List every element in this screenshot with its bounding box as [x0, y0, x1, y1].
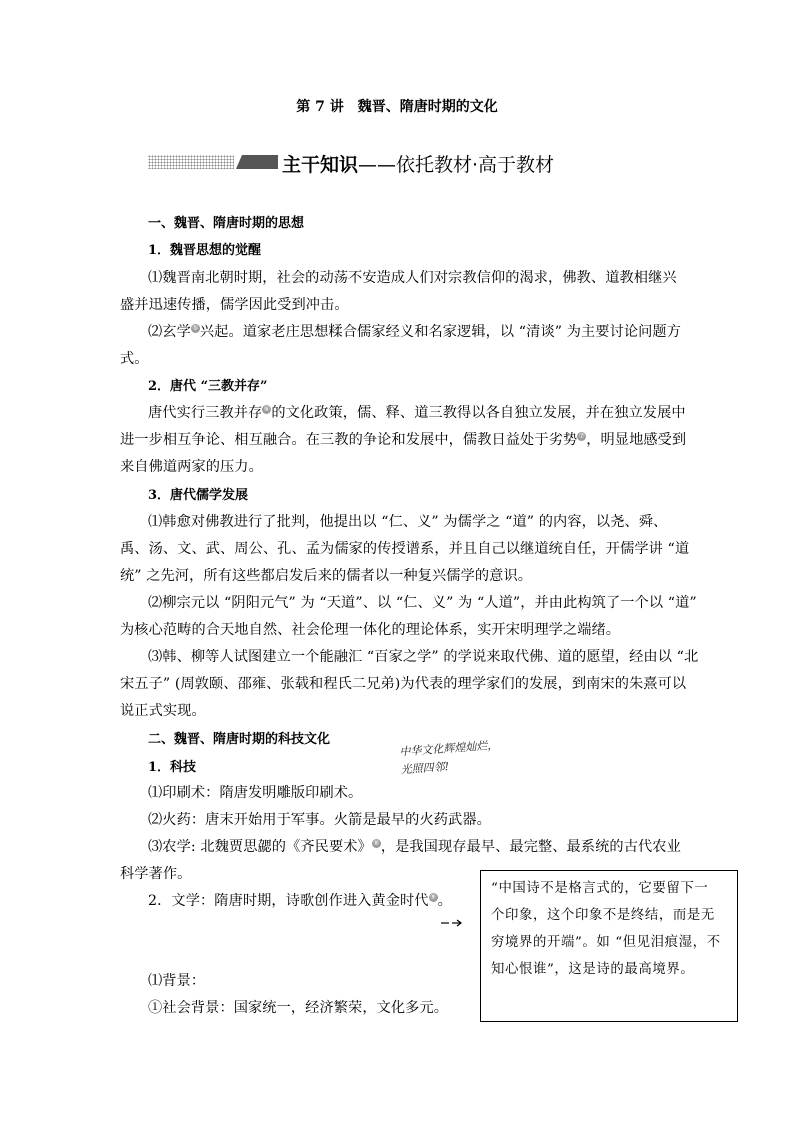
poetry-callout-box [480, 870, 738, 1022]
sub3-p3-line2: 宋五子” (周敦颐、邵雍、张载和程氏二兄弟)为代表的理学家们的发展，到南宋的朱熹可以 [120, 676, 687, 692]
section2-heading: 二、魏晋、隋唐时期的科技文化 [148, 732, 331, 747]
footnote-mark: ⑥ [263, 405, 270, 414]
sub3-p2-line1: ⑵柳宗元以 “阴阳元气” 为 “天道”、以 “仁、义” 为 “人道”，并由此构筑了一个以 “道” [148, 595, 697, 611]
callout-line: 穷境界的开端”。如 “但见泪痕湿，不 [491, 935, 721, 950]
text: ⑵玄学 [148, 324, 191, 340]
footnote-mark: ⑤ [192, 324, 199, 333]
sub1-p1-line2: 盛并迅速传播，儒学因此受到冲击。 [120, 297, 349, 313]
tech-p1: ⑴印刷术：隋唐发明雕版印刷术。 [148, 785, 363, 801]
sub1-p1-line1: ⑴魏晋南北朝时期，社会的动荡不安造成人们对宗教信仰的渴求，佛教、道教相继兴 [148, 270, 677, 286]
callout-line: 知心恨谁”，这是诗的最高境界。 [491, 962, 695, 977]
banner-dash: —— [358, 154, 397, 176]
sub2-line1 [148, 402, 686, 422]
background-heading: ⑴背景： [148, 973, 206, 989]
arrow-icon [441, 918, 463, 928]
banner-decoration [148, 155, 278, 169]
sub3-p1-line3: 统” 之先河，所有这些都启发后来的儒者以一种复兴儒学的意识。 [120, 568, 533, 584]
page-title: 第 7 讲 魏晋、隋唐时期的文化 [296, 99, 498, 115]
banner-sub: 依托教材·高于教材 [396, 154, 555, 176]
text: ，是我国现存最早、最完整、最系统的古代农业 [380, 839, 681, 855]
text: 唐代实行三教并存 [148, 405, 263, 421]
text: 兴起。道家老庄思想糅合儒家经义和名家逻辑，以 “清谈” 为主要讨论问题方 [199, 324, 682, 340]
section-banner [282, 150, 554, 177]
handwritten-note: 中华文化辉煌灿烂， 光照四邻! [399, 738, 499, 777]
banner-main: 主干知识 [282, 154, 359, 176]
literature-heading [148, 890, 452, 910]
sub3-p3-line3: 说正式实现。 [120, 703, 206, 719]
callout-line: “中国诗不是格言式的，它要留下一 [491, 881, 709, 896]
sub2-line2 [120, 429, 686, 449]
sub3-p1-line1: ⑴韩愈对佛教进行了批判，他提出以 “仁、义” 为儒学之 “道” 的内容，以尧、舜、 [148, 514, 668, 530]
footnote-mark: ⑦ [578, 432, 585, 441]
footnote-mark: ⑧ [373, 839, 380, 848]
sub2-heading: 2．唐代 “三教并存” [148, 379, 268, 394]
sub1-p2-line2: 式。 [120, 351, 149, 367]
tech-p2: ⑵火药：唐末开始用于军事。火箭是最早的火药武器。 [148, 812, 491, 828]
sub3-p1-line2: 禹、汤、文、武、周公、孔、孟为儒家的传授谱系，并且自己以继道统自任，开儒学讲 “道 [120, 541, 690, 557]
text: 2．文学：隋唐时期，诗歌创作进入黄金时代 [148, 893, 429, 909]
background-item-1: ①社会背景：国家统一，经济繁荣，文化多元。 [148, 1000, 449, 1016]
sub3-p2-line2: 为核心范畴的合天地自然、社会伦理一体化的理论体系，实开宋明理学之端绪。 [120, 622, 621, 638]
tech-p3-line1 [148, 836, 681, 856]
sub3-heading: 3．唐代儒学发展 [148, 488, 249, 503]
text: 的文化政策，儒、释、道三教得以各自独立发展，并在独立发展中 [271, 405, 686, 421]
text: ，明显地感受到 [586, 432, 687, 448]
banner-band [236, 155, 278, 169]
section1-heading: 一、魏晋、隋唐时期的思想 [148, 216, 305, 231]
banner-dots [148, 155, 234, 169]
tech-p3-line2: 科学著作。 [120, 866, 192, 882]
sub3-p3-line1: ⑶韩、柳等人试图建立一个能融汇 “百家之学” 的学说来取代佛、道的愿望，经由以 “北 [148, 649, 699, 665]
text: 进一步相互争论、相互融合。在三教的争论和发展中，儒教日益处于劣势 [120, 432, 578, 448]
sub1-heading: 1．魏晋思想的觉醒 [148, 243, 262, 258]
text: ⑶农学: 北魏贾思勰的《齐民要术》 [148, 839, 372, 855]
sub1-p2-line1 [148, 321, 681, 341]
sub2-line3: 来自佛道两家的压力。 [120, 459, 263, 475]
tech-heading: 1．科技 [148, 760, 197, 775]
callout-line: 个印象，这个印象不是终结，而是无 [491, 908, 715, 923]
footnote-mark: ⑨ [429, 893, 437, 902]
text: 。 [437, 893, 452, 909]
